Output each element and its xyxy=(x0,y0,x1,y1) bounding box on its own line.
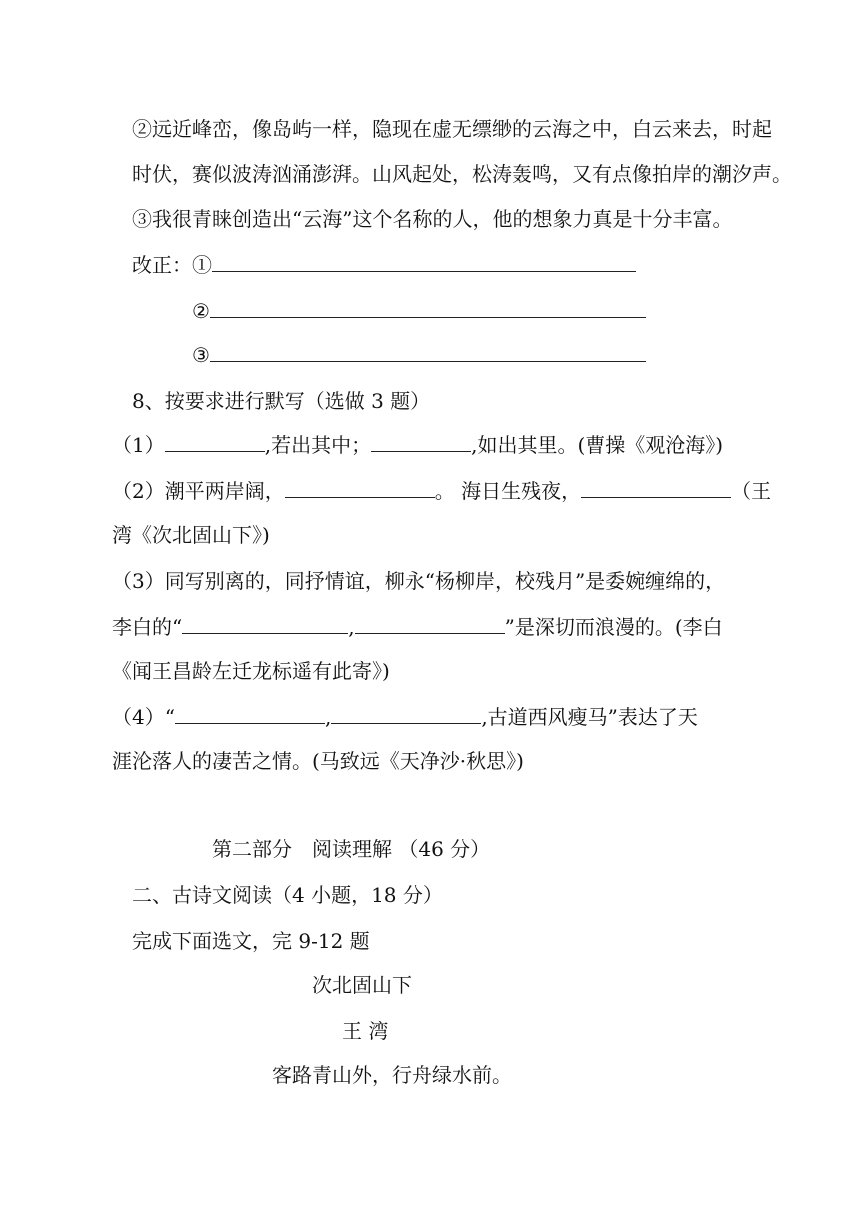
correction-blank-3[interactable] xyxy=(210,341,646,362)
instruction-text: 完成下面选文，完 9-12 题 xyxy=(132,929,370,953)
item-3-text-2: ”是深切而浪漫的。(李白 xyxy=(504,615,723,639)
question-8-heading: 8、按要求进行默写（选做 3 题） xyxy=(132,389,431,413)
item-2-blank-2[interactable] xyxy=(581,477,731,498)
item-4-text-2: ,古道西风瘦马”表达了天 xyxy=(481,705,698,729)
item-4-blank-1[interactable] xyxy=(175,703,325,724)
item-1-text-2: ,如出其里。(曹操《观沧海》) xyxy=(471,433,724,457)
item-3-blank-2[interactable] xyxy=(355,613,505,634)
question-8-item-3-source: 《闻王昌龄左迁龙标遥有此寄》) xyxy=(112,659,390,683)
question-8-item-4 xyxy=(112,702,698,732)
correction-label: 改正：① xyxy=(132,253,212,277)
poem-title: 次北固山下 xyxy=(312,973,412,997)
item-2-text-3: （王 xyxy=(731,479,772,503)
question-8-item-3-cont xyxy=(112,612,723,642)
section-heading: 二、古诗文阅读（4 小题，18 分） xyxy=(132,883,443,907)
item-4-blank-2[interactable] xyxy=(331,703,481,724)
correction-line-1 xyxy=(132,250,636,280)
poem-line-1: 客路青山外，行舟绿水前。 xyxy=(272,1063,512,1087)
item-1-blank-2[interactable] xyxy=(371,431,471,452)
question-8-item-4-cont: 涯沦落人的凄苦之情。(马致远《天净沙·秋思》) xyxy=(112,749,524,773)
item-4-comma: , xyxy=(324,705,332,729)
correction-blank-2[interactable] xyxy=(210,297,646,318)
correction-item-2: ② xyxy=(192,299,210,323)
item-4-text-1: （4）“ xyxy=(112,705,175,729)
question-8-item-2 xyxy=(112,476,771,506)
question-8-item-2-cont: 湾《次北固山下》) xyxy=(112,523,270,547)
question-8-item-3: （3）同写别离的，同抒情谊，柳永“杨柳岸，校残月”是委婉缠绵的， xyxy=(112,569,726,593)
item-2-text-1: （2）潮平两岸阔， xyxy=(112,479,285,503)
item-2-blank-1[interactable] xyxy=(285,477,435,498)
item-3-blank-1[interactable] xyxy=(182,613,348,634)
item-3-text-1: 李白的“ xyxy=(112,615,183,639)
question-8-item-1 xyxy=(112,430,723,460)
correction-item-3: ③ xyxy=(192,343,210,367)
part-2-title: 第二部分 阅读理解 （46 分） xyxy=(212,837,491,861)
passage-line-3: ③我很青睐创造出“云海”这个名称的人，他的想象力真是十分丰富。 xyxy=(132,207,733,231)
item-1-text-1: ,若出其中； xyxy=(264,433,372,457)
item-1-blank-1[interactable] xyxy=(165,431,265,452)
correction-blank-1[interactable] xyxy=(212,251,636,272)
passage-line-1: ②远近峰峦，像岛屿一样，隐现在虚无缥缈的云海之中，白云来去，时起 xyxy=(132,117,772,141)
poem-author: 王 湾 xyxy=(342,1019,389,1043)
correction-line-2 xyxy=(192,296,646,326)
passage-line-2: 时伏，赛似波涛汹涌澎湃。山风起处，松涛轰鸣，又有点像拍岸的潮汐声。 xyxy=(132,162,792,186)
item-1-number: （1） xyxy=(112,433,165,457)
correction-line-3 xyxy=(192,340,646,370)
item-3-comma: , xyxy=(348,615,355,639)
item-2-text-2: 。 海日生残夜， xyxy=(434,479,582,503)
